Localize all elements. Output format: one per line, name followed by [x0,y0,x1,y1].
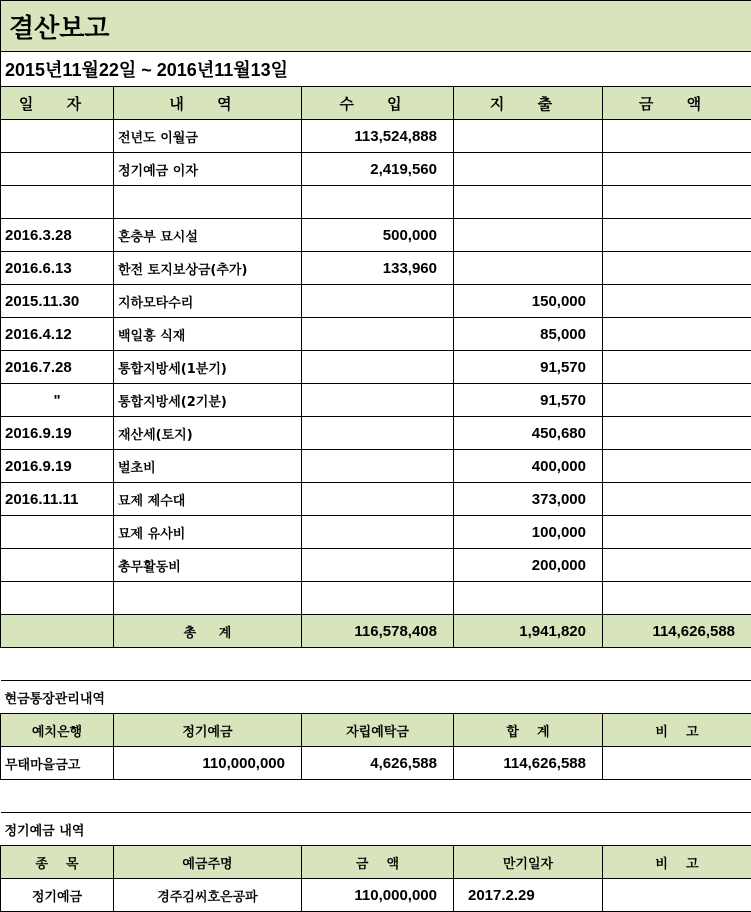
deposit-row [1,879,751,912]
row-amount [603,582,751,615]
row-amount [603,120,751,153]
total-income: 116,578,408 [302,615,454,648]
row-date: 2016.11.11 [1,483,114,516]
deposit-header-amount: 금 액 [302,846,454,879]
table-row [1,483,751,516]
header-date: 일 자 [1,87,114,120]
row-item: 통합지방세(1분기) [114,351,302,384]
cash-header-note: 비 고 [603,714,751,747]
deposit-header-maturity: 만기일자 [454,846,603,879]
row-income [302,450,454,483]
row-date: 2016.7.28 [1,351,114,384]
cash-header-bank: 예치은행 [1,714,114,747]
cash-header-deposit: 정기예금 [114,714,302,747]
row-date [1,153,114,186]
cash-section-title-row [1,681,751,714]
table-row [1,120,751,153]
cash-header-savings: 자립예탁금 [302,714,454,747]
row-expense [454,120,603,153]
row-item: 재산세(토지) [114,417,302,450]
cash-row [1,747,751,780]
row-income [302,483,454,516]
row-date [1,516,114,549]
row-item: 벌초비 [114,450,302,483]
cash-section-title: 현금통장관리내역 [1,681,751,714]
deposit-maturity: 2017.2.29 [454,879,603,912]
row-expense: 100,000 [454,516,603,549]
row-item: 정기예금 이자 [114,153,302,186]
row-date: 2016.6.13 [1,252,114,285]
row-date: 2016.9.19 [1,450,114,483]
row-expense: 450,680 [454,417,603,450]
row-expense: 373,000 [454,483,603,516]
row-amount [603,417,751,450]
total-amount: 114,626,588 [603,615,751,648]
deposit-header-holder: 예금주명 [114,846,302,879]
total-expense: 1,941,820 [454,615,603,648]
row-date: 2016.3.28 [1,219,114,252]
row-item [114,582,302,615]
row-item: 백일홍 식재 [114,318,302,351]
table-row [1,549,751,582]
row-amount [603,351,751,384]
row-income [302,285,454,318]
row-expense [454,252,603,285]
row-income [302,549,454,582]
row-item: 혼충부 묘시설 [114,219,302,252]
row-date: 2015.11.30 [1,285,114,318]
row-income [302,582,454,615]
row-item: 통합지방세(2기분) [114,384,302,417]
table-row [1,582,751,615]
row-expense [454,219,603,252]
deposit-type: 정기예금 [1,879,114,912]
table-row [1,417,751,450]
row-date [1,186,114,219]
table-row [1,384,751,417]
blank-cell [1,780,751,813]
row-income: 133,960 [302,252,454,285]
header-income: 수 입 [302,87,454,120]
table-row [1,285,751,318]
cash-deposit: 110,000,000 [114,747,302,780]
cash-sum: 114,626,588 [454,747,603,780]
row-amount [603,450,751,483]
deposit-header-row [1,846,751,879]
header-item: 내 역 [114,87,302,120]
row-amount [603,549,751,582]
deposit-holder: 경주김씨호은공파 [114,879,302,912]
table-row [1,450,751,483]
row-income [302,516,454,549]
row-item: 묘제 유사비 [114,516,302,549]
table-row [1,186,751,219]
row-income [302,417,454,450]
row-expense: 91,570 [454,384,603,417]
cash-savings: 4,626,588 [302,747,454,780]
row-expense: 400,000 [454,450,603,483]
row-expense: 150,000 [454,285,603,318]
row-date: " [1,384,114,417]
row-item: 전년도 이월금 [114,120,302,153]
cash-note [603,747,751,780]
header-expense: 지 출 [454,87,603,120]
deposit-header-note: 비 고 [603,846,751,879]
row-income [302,384,454,417]
row-expense: 200,000 [454,549,603,582]
row-amount [603,252,751,285]
blank-cell [1,648,751,681]
deposit-section-title: 정기예금 내역 [1,813,751,846]
row-amount [603,153,751,186]
table-row [1,318,751,351]
row-date [1,120,114,153]
total-label: 총 계 [114,615,302,648]
cash-header-row [1,714,751,747]
row-date [1,549,114,582]
row-item: 묘제 제수대 [114,483,302,516]
table-row [1,516,751,549]
row-income: 113,524,888 [302,120,454,153]
row-item: 한전 토지보상금(추가) [114,252,302,285]
total-spacer [1,615,114,648]
total-row [1,615,751,648]
row-amount [603,219,751,252]
row-income [302,186,454,219]
row-income: 500,000 [302,219,454,252]
row-amount [603,483,751,516]
row-income [302,351,454,384]
header-amount: 금 액 [603,87,751,120]
table-row [1,351,751,384]
row-expense: 91,570 [454,351,603,384]
row-amount [603,285,751,318]
row-amount [603,318,751,351]
deposit-note [603,879,751,912]
deposit-amount: 110,000,000 [302,879,454,912]
cash-header-sum: 합 계 [454,714,603,747]
row-expense: 85,000 [454,318,603,351]
row-expense [454,153,603,186]
row-amount [603,186,751,219]
blank-row [1,648,751,681]
table-row [1,252,751,285]
report-title: 결산보고 [1,1,751,52]
row-amount [603,516,751,549]
table-row [1,219,751,252]
row-date [1,582,114,615]
row-income [302,318,454,351]
row-item: 총무활동비 [114,549,302,582]
main-header-row [1,87,751,120]
report-period: 2015년11월22일 ~ 2016년11월13일 [1,52,751,87]
row-date: 2016.9.19 [1,417,114,450]
row-item [114,186,302,219]
row-expense [454,582,603,615]
row-income: 2,419,560 [302,153,454,186]
row-amount [603,384,751,417]
deposit-header-type: 종 목 [1,846,114,879]
cash-bank: 무태마을금고 [1,747,114,780]
blank-row [1,780,751,813]
table-row [1,153,751,186]
row-date: 2016.4.12 [1,318,114,351]
row-expense [454,186,603,219]
deposit-section-title-row [1,813,751,846]
row-item: 지하모타수리 [114,285,302,318]
